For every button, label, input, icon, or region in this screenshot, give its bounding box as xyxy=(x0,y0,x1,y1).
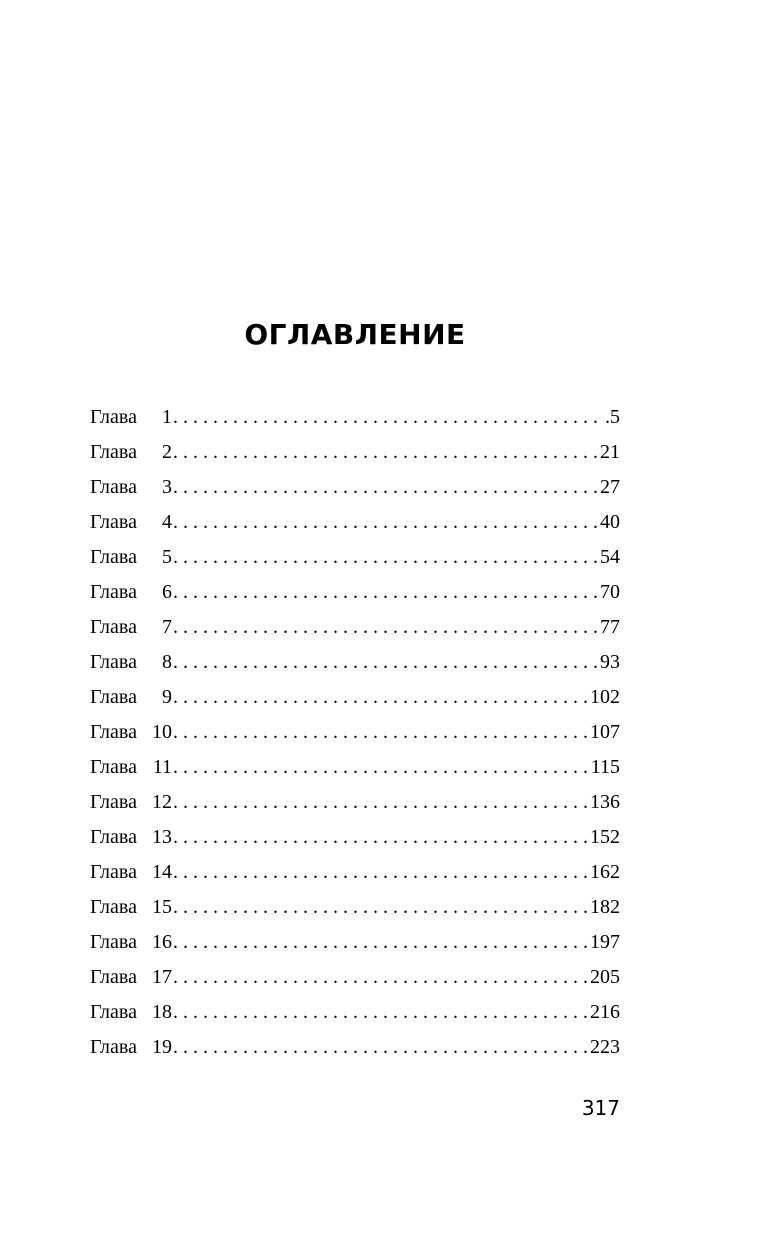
toc-entry xyxy=(90,546,620,581)
toc-entry xyxy=(90,756,620,791)
toc-entry-page: 107 xyxy=(590,721,620,743)
toc-dot-leader xyxy=(172,651,598,674)
toc-dot-leader xyxy=(172,686,588,709)
toc-dot-leader xyxy=(172,476,598,499)
toc-dot-leader xyxy=(172,511,598,534)
toc-entry-chapter-number: 6 xyxy=(162,581,172,603)
toc-entry-label: Глава xyxy=(90,581,137,603)
table-of-contents xyxy=(90,406,620,1071)
toc-entry-page: 40 xyxy=(600,511,620,533)
toc-dot-leader xyxy=(172,931,588,954)
toc-entry-label: Глава xyxy=(90,1001,137,1023)
toc-entry xyxy=(90,966,620,1001)
toc-entry-label: Глава xyxy=(90,756,137,778)
toc-dot-leader xyxy=(172,756,589,779)
toc-entry-chapter-number: 12 xyxy=(152,791,172,813)
toc-entry-chapter-number: 13 xyxy=(152,826,172,848)
toc-dot-leader xyxy=(172,791,588,814)
toc-entry-page: 77 xyxy=(600,616,620,638)
toc-entry-chapter-number: 4 xyxy=(162,511,172,533)
toc-entry xyxy=(90,861,620,896)
toc-entry-label: Глава xyxy=(90,931,137,953)
toc-entry-label: Глава xyxy=(90,966,137,988)
toc-entry xyxy=(90,931,620,966)
toc-dot-leader xyxy=(172,896,588,919)
toc-dot-leader xyxy=(172,826,588,849)
toc-entry-page: 152 xyxy=(590,826,620,848)
toc-entry-chapter-number: 5 xyxy=(162,546,172,568)
toc-dot-leader xyxy=(172,1001,588,1024)
toc-entry-label: Глава xyxy=(90,791,137,813)
toc-entry-page: 70 xyxy=(600,581,620,603)
toc-dot-leader xyxy=(172,441,598,464)
toc-entry-page: 162 xyxy=(590,861,620,883)
toc-entry-label: Глава xyxy=(90,861,137,883)
toc-dot-leader xyxy=(172,861,588,884)
toc-entry-label: Глава xyxy=(90,896,137,918)
toc-dot-leader xyxy=(172,1036,588,1059)
toc-entry-page: 182 xyxy=(590,896,620,918)
toc-entry-label: Глава xyxy=(90,721,137,743)
toc-entry xyxy=(90,511,620,546)
page-number: 317 xyxy=(581,1096,620,1120)
toc-entry xyxy=(90,826,620,861)
toc-dot-leader xyxy=(172,406,603,429)
toc-entry-chapter-number: 9 xyxy=(162,686,172,708)
toc-entry xyxy=(90,721,620,756)
toc-entry xyxy=(90,616,620,651)
toc-entry-label: Глава xyxy=(90,511,137,533)
toc-entry-chapter-number: 18 xyxy=(152,1001,172,1023)
toc-entry-chapter-number: 17 xyxy=(152,966,172,988)
toc-entry xyxy=(90,406,620,441)
toc-entry-chapter-number: 10 xyxy=(152,721,172,743)
toc-dot-leader xyxy=(172,721,588,744)
toc-entry-chapter-number: 19 xyxy=(152,1036,172,1058)
toc-entry-chapter-number: 2 xyxy=(162,441,172,463)
toc-entry-label: Глава xyxy=(90,476,137,498)
page-title: ОГЛАВЛЕНИЕ xyxy=(244,318,466,351)
toc-entry-chapter-number: 3 xyxy=(162,476,172,498)
toc-entry-page: 54 xyxy=(600,546,620,568)
toc-entry xyxy=(90,791,620,826)
toc-entry-page: 115 xyxy=(590,756,620,778)
toc-entry-label: Глава xyxy=(90,1036,137,1058)
toc-dot-leader xyxy=(172,546,598,569)
toc-entry-chapter-number: 1 xyxy=(162,406,172,428)
toc-entry xyxy=(90,651,620,686)
toc-dot-leader xyxy=(172,581,598,604)
toc-entry-page: 216 xyxy=(590,1001,620,1023)
toc-entry-chapter-number: 16 xyxy=(152,931,172,953)
toc-entry-label: Глава xyxy=(90,441,137,463)
toc-entry-label: Глава xyxy=(90,616,137,638)
toc-entry-label: Глава xyxy=(90,546,137,568)
toc-entry-page: 205 xyxy=(590,966,620,988)
toc-entry-page: 21 xyxy=(600,441,620,463)
toc-entry xyxy=(90,1001,620,1036)
toc-entry-page: 223 xyxy=(590,1036,620,1058)
toc-entry xyxy=(90,896,620,931)
toc-entry xyxy=(90,1036,620,1071)
toc-entry-chapter-number: 11 xyxy=(152,756,172,778)
toc-entry-page: 136 xyxy=(590,791,620,813)
toc-entry-label: Глава xyxy=(90,406,137,428)
toc-entry-chapter-number: 15 xyxy=(152,896,172,918)
toc-entry xyxy=(90,686,620,721)
toc-entry-chapter-number: 14 xyxy=(152,861,172,883)
toc-entry-page: 93 xyxy=(600,651,620,673)
toc-entry-label: Глава xyxy=(90,826,137,848)
toc-dot-leader xyxy=(172,966,588,989)
toc-entry-label: Глава xyxy=(90,686,137,708)
toc-dot-leader xyxy=(172,616,598,639)
toc-entry-label: Глава xyxy=(90,651,137,673)
toc-entry xyxy=(90,476,620,511)
toc-entry-chapter-number: 7 xyxy=(162,616,172,638)
toc-entry-page: 197 xyxy=(590,931,620,953)
toc-entry-page: 27 xyxy=(600,476,620,498)
toc-entry xyxy=(90,581,620,616)
toc-entry-page: .5 xyxy=(605,406,620,428)
toc-entry-page: 102 xyxy=(590,686,620,708)
toc-entry-chapter-number: 8 xyxy=(162,651,172,673)
toc-entry xyxy=(90,441,620,476)
